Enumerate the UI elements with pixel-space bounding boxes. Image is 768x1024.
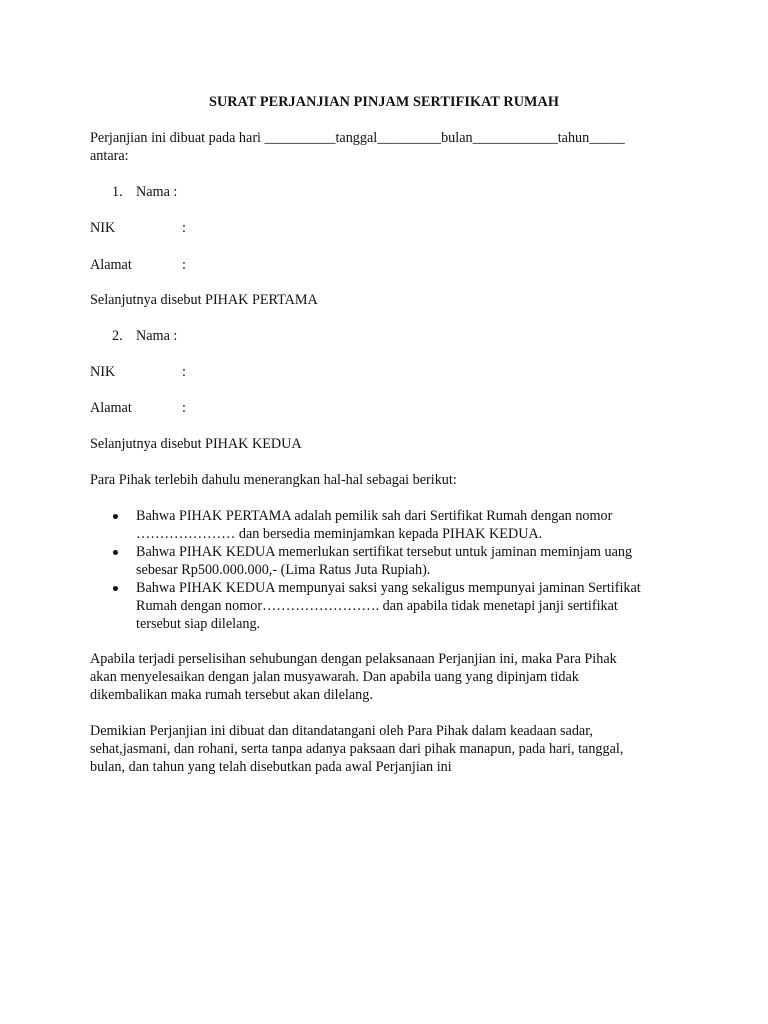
- party1-name-label: Nama :: [136, 184, 178, 200]
- party1-nik-label: NIK: [90, 220, 116, 236]
- party1-address-label: Alamat: [90, 257, 132, 273]
- party1-address-colon: :: [182, 257, 186, 273]
- party2-nik-label: NIK: [90, 364, 116, 380]
- party2-number: 2.: [112, 328, 123, 344]
- party2-address-row: [90, 399, 186, 417]
- closing-paragraph: Demikian Perjanjian ini dibuat dan ditandatangani oleh Para Pihak dalam keadaan sadar, sehat,jasmani, dan rohani, serta tanpa adanya paksaan dari pihak manapun, pada hari, tanggal, bulan, dan tahun yang telah disebutkan pada awal Perjanjian ini: [90, 723, 624, 775]
- party2-address-label: Alamat: [90, 400, 132, 416]
- party2-name-label: Nama :: [136, 328, 178, 344]
- bullet-icon: [113, 514, 118, 519]
- party2-nik-row: [90, 363, 186, 381]
- party1-address-row: [90, 256, 186, 274]
- bullet-icon: [113, 550, 118, 555]
- party2-nik-colon: :: [182, 364, 186, 380]
- document-title: SURAT PERJANJIAN PINJAM SERTIFIKAT RUMAH: [208, 94, 560, 110]
- points-list: [90, 507, 690, 633]
- list-item: [90, 543, 690, 579]
- party2-address-colon: :: [182, 400, 186, 416]
- party2-designation: Selanjutnya disebut PIHAK KEDUA: [90, 436, 302, 452]
- party1-name-row: [112, 183, 177, 201]
- preamble: Para Pihak terlebih dahulu menerangkan hal-hal sebagai berikut:: [90, 472, 457, 488]
- dispute-paragraph: Apabila terjadi perselisihan sehubungan dengan pelaksanaan Perjanjian ini, maka Para Pihak akan menyelesaikan dengan jalan musyawarah. Dan apabila uang yang dipinjam tidak dikembalikan maka rumah tersebut akan dilelang.: [90, 651, 617, 703]
- list-item: [90, 507, 690, 543]
- party1-number: 1.: [112, 184, 123, 200]
- point-text: Bahwa PIHAK KEDUA memerlukan sertifikat tersebut untuk jaminan meminjam uang sebesar Rp500.000.000,- (Lima Ratus Juta Rupiah).: [136, 544, 633, 578]
- intro-paragraph: Perjanjian ini dibuat pada hari __________tanggal_________bulan____________tahun_____ antara:: [90, 130, 625, 164]
- point-text: Bahwa PIHAK PERTAMA adalah pemilik sah dari Sertifikat Rumah dengan nomor ………………… dan bersedia meminjamkan kepada PIHAK KEDUA.: [136, 508, 613, 542]
- party1-nik-row: [90, 219, 186, 237]
- bullet-icon: [113, 586, 118, 591]
- point-text: Bahwa PIHAK KEDUA mempunyai saksi yang sekaligus mempunyai jaminan Sertifikat Rumah dengan nomor……………………. dan apabila tidak menetapi janji sertifikat tersebut siap dilelang.: [136, 580, 641, 632]
- list-item: [90, 579, 690, 633]
- party1-nik-colon: :: [182, 220, 186, 236]
- party1-designation: Selanjutnya disebut PIHAK PERTAMA: [90, 292, 318, 308]
- party2-name-row: [112, 327, 177, 345]
